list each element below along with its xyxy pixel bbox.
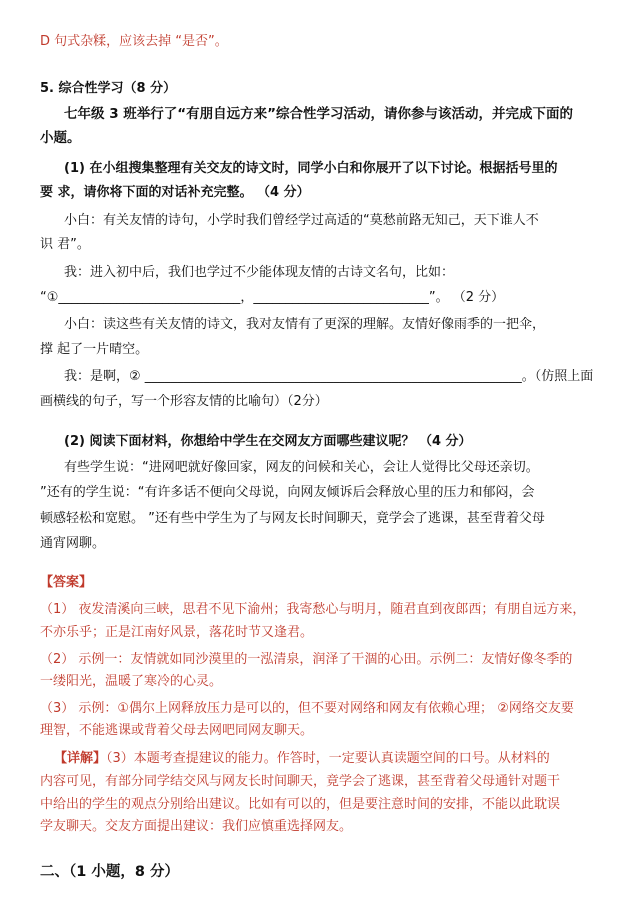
sub2-prompt: (2) 阅读下面材料，你想给中学生在交网友方面哪些建议呢？ （4 分） bbox=[64, 434, 472, 449]
sub1-prompt: 要 求，请你将下面的对话补充完整。 （4 分） bbox=[40, 185, 310, 200]
option-d: D 句式杂糅，应该去掉 “是否”。 bbox=[40, 34, 228, 49]
q5-intro: 小题。 bbox=[40, 130, 81, 146]
explain-line: 内容可见，有部分同学结交风与网友长时间聊天，竟学会了逃课，甚至背着父母通针对题干 bbox=[40, 774, 561, 789]
explain-label: 【详解】 bbox=[54, 751, 107, 766]
answer-line: 理智，不能逃课或背着父母去网吧同网友聊天。 bbox=[40, 723, 314, 738]
material-line: ”还有的学生说：“有许多话不便向父母说，向网友倾诉后会释放心里的压力和郁闷，会 bbox=[40, 485, 535, 500]
dialogue-line: 识 君”。 bbox=[40, 237, 90, 252]
answer-label: 【答案】 bbox=[40, 575, 93, 590]
explain-line: 学友聊天。交友方面提出建议：我们应慎重选择网友。 bbox=[40, 819, 353, 834]
q5-intro: 七年级 3 班举行了“有朋自远方来”综合性学习活动，请你参与该活动，并完成下面的 bbox=[64, 106, 574, 122]
blank-line: “①____________________________，___________________________”。 （2 分） bbox=[40, 290, 505, 305]
section-heading: 二、（1 小题，8 分） bbox=[40, 864, 180, 880]
material-line: 有些学生说：“进网吧就好像回家，网友的问候和关心，会让人觉得比父母还亲切。 bbox=[64, 460, 539, 475]
answer-line: （3） 示例：①偶尔上网释放压力是可以的，但不要对网络和网友有依赖心理； ②网络交友要 bbox=[40, 701, 574, 716]
answer-line: （2） 示例一：友情就如同沙漠里的一泓清泉，润泽了干涸的心田。示例二：友情好像冬季的 bbox=[40, 652, 573, 667]
dialogue-line: 小白：读这些有关友情的诗文，我对友情有了更深的理解。友情好像雨季的一把伞， bbox=[64, 317, 546, 332]
sub1-prompt: (1) 在小组搜集整理有关交友的诗文时，同学小白和你展开了以下讨论。根据括号里的 bbox=[64, 161, 558, 176]
explain-line bbox=[54, 750, 550, 768]
blank-line: 我：是啊，② __________________________________________________________。（仿照上面 bbox=[64, 369, 594, 384]
material-line: 通宵网聊。 bbox=[40, 536, 106, 551]
answer-line: 不亦乐乎；正是江南好风景，落花时节又逢君。 bbox=[40, 625, 314, 640]
answer-line: （1） 夜发清溪向三峡，思君不见下渝州；我寄愁心与明月，随君直到夜郎西；有朋自远方来， bbox=[40, 602, 586, 617]
dialogue-line: 小白：有关友情的诗句，小学时我们曾经学过高适的“莫愁前路无知己，天下谁人不 bbox=[64, 213, 539, 228]
dialogue-line: 画横线的句子，写一个形容友情的比喻句）（2分） bbox=[40, 394, 328, 409]
answer-line: 一缕阳光，温暖了寒冷的心灵。 bbox=[40, 674, 223, 689]
dialogue-line: 我：进入初中后，我们也学过不少能体现友情的古诗文名句，比如： bbox=[64, 265, 455, 280]
q5-title: 5. 综合性学习（8 分） bbox=[40, 81, 177, 96]
explain-text: （3）本题考查提建议的能力。作答时，一定要认真读题空间的口号。从材料的 bbox=[106, 751, 550, 766]
explain-line: 中给出的学生的观点分别给出建议。比如有可以的，但是要注意时间的安排，不能以此耽误 bbox=[40, 797, 561, 812]
material-line: 顿感轻松和宽慰。 ”还有些中学生为了与网友长时间聊天，竟学会了逃课，甚至背着父母 bbox=[40, 511, 545, 526]
dialogue-line: 撑 起了一片晴空。 bbox=[40, 342, 149, 357]
